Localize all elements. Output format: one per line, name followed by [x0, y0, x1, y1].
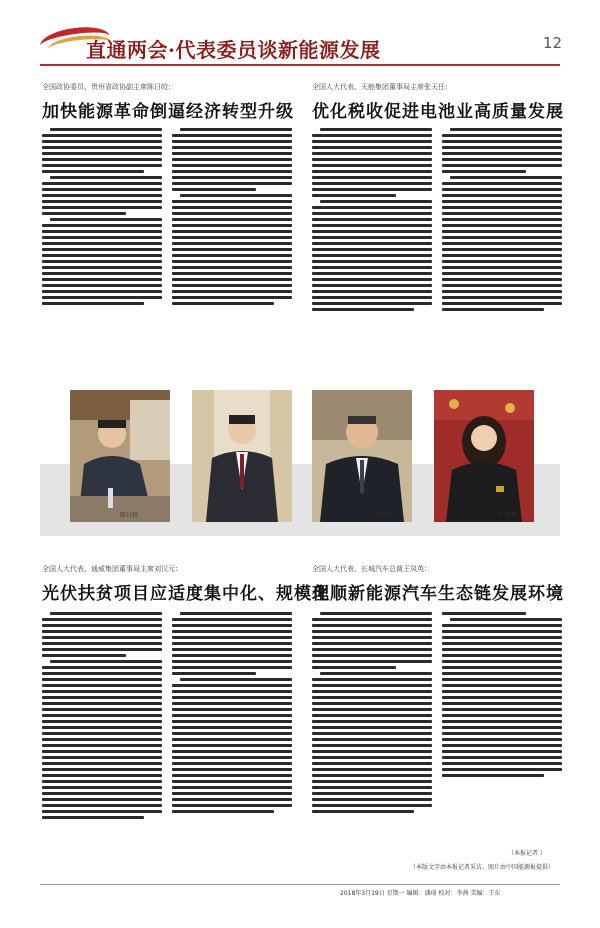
article-byline: （本报记者 ）: [508, 850, 546, 857]
footer-credit: 2018年3月19日 星期一 编辑：潘琦 校对：李茜 美编：王东: [340, 890, 501, 897]
photo-1-caption: 陈日皎: [120, 512, 139, 519]
article-2-kicker: 全国人大代表、天能集团董事局主席张天任：: [312, 83, 452, 91]
article-3-body: [42, 612, 292, 822]
header-rule: [40, 64, 560, 66]
photo-2: [192, 390, 292, 522]
section-title: 直通两会·代表委员谈新能源发展: [86, 38, 381, 62]
article-1-kicker: 全国政协委员、贵州省政协副主席陈日皎：: [42, 83, 175, 91]
article-2-headline: 优化税收促进电池业高质量发展: [312, 102, 564, 122]
page-number: 12: [542, 34, 562, 52]
photo-2-caption: 张天任: [256, 512, 275, 519]
article-2-body: [312, 128, 562, 314]
article-4-headline: 理顺新能源汽车生态链发展环境: [312, 584, 564, 604]
article-1-headline: 加快能源革命倒逼经济转型升级: [42, 102, 294, 122]
photo-4: [434, 390, 534, 522]
photo-1: [70, 390, 170, 522]
article-4-kicker: 全国人大代表、长城汽车总裁王凤英：: [312, 565, 431, 573]
photo-4-caption: 王凤英: [498, 512, 517, 519]
photo-3-caption: 刘汉元: [374, 512, 393, 519]
article-3-headline: 光伏扶贫项目应适度集中化、规模化: [42, 584, 330, 604]
source-note: （本版文字由本报记者采访，图片由中国能源报提供）: [410, 864, 555, 871]
article-1-body: [42, 128, 292, 308]
bottom-rule: [40, 884, 560, 885]
photo-3: [312, 390, 412, 522]
article-3-kicker: 全国人大代表、通威集团董事局主席刘汉元：: [42, 565, 182, 573]
article-4-body: [312, 612, 562, 816]
